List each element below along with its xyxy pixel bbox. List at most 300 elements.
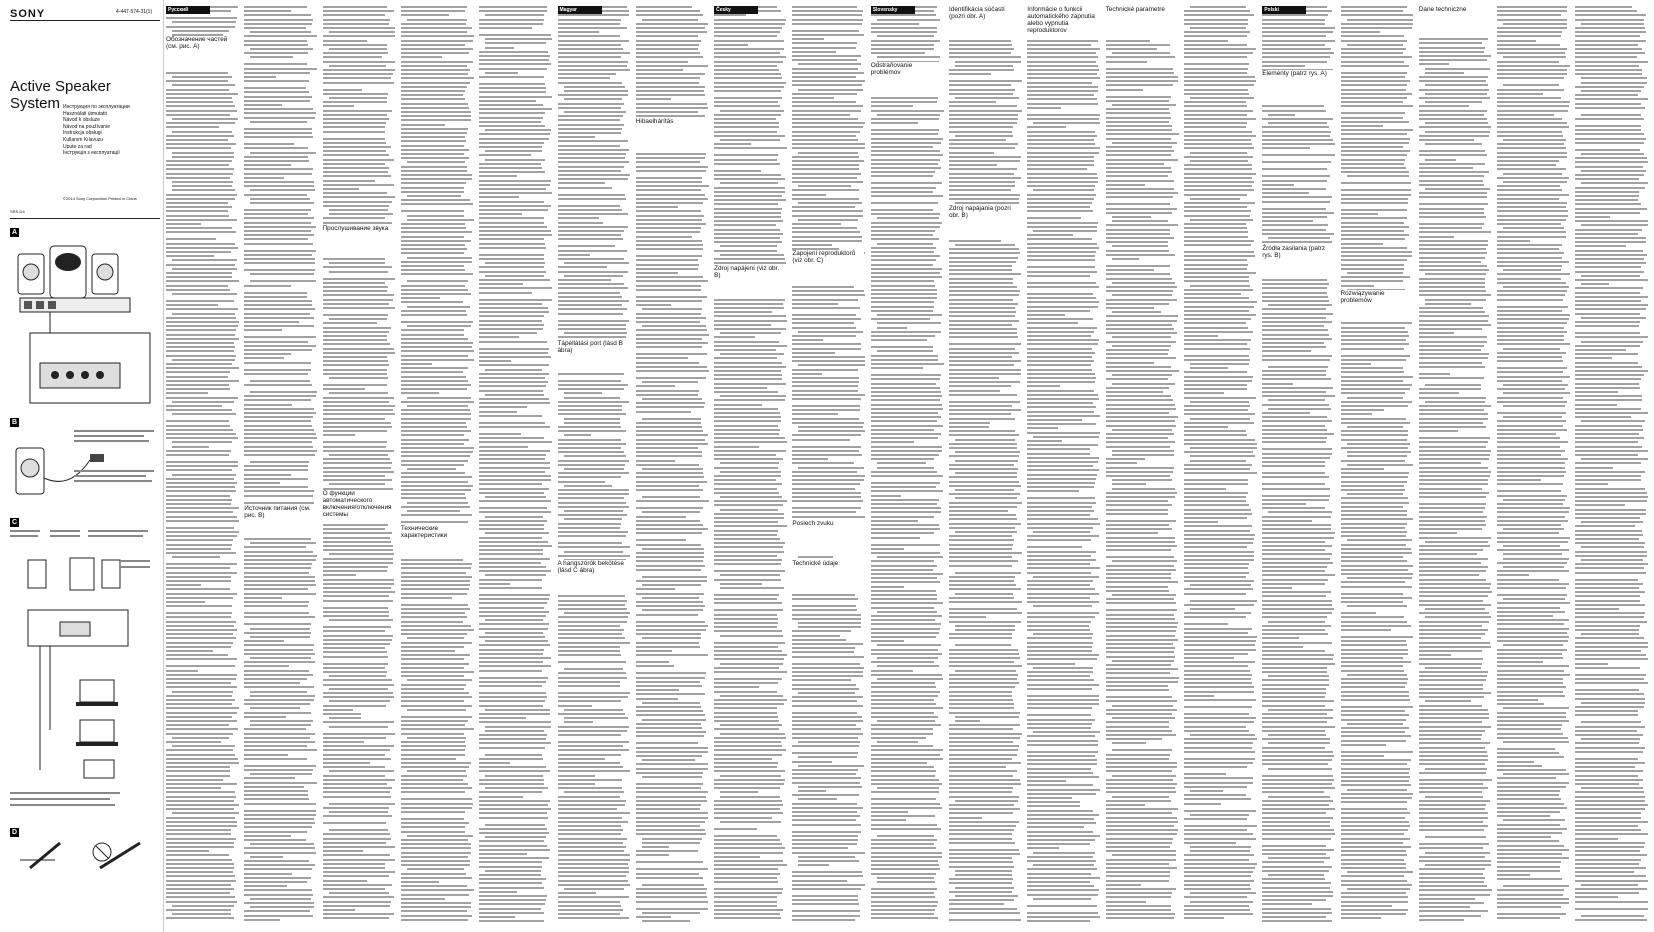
- text-line: [401, 128, 468, 130]
- text-line: [1497, 114, 1554, 116]
- text-line: [636, 219, 702, 221]
- text-line: [485, 870, 541, 872]
- text-line: [1106, 626, 1177, 628]
- text-line: [172, 812, 239, 814]
- text-line: [1341, 740, 1406, 742]
- text-line: [401, 334, 464, 336]
- text-line: [1106, 299, 1178, 301]
- text-line: [1262, 804, 1329, 806]
- text-line: [1262, 833, 1334, 835]
- text-line: [714, 538, 780, 540]
- text-line: [244, 576, 315, 578]
- text-line: [871, 391, 941, 393]
- text-line: [1575, 14, 1645, 16]
- text-line: [1106, 700, 1178, 702]
- text-line: [166, 850, 209, 852]
- section-heading: Źródła zasilania (patrz rys. B): [1262, 245, 1334, 259]
- text-line: [244, 733, 315, 735]
- text-line: [166, 783, 237, 785]
- text-line: [479, 271, 546, 273]
- text-line: [401, 791, 466, 793]
- text-line: [244, 238, 307, 240]
- text-line: [871, 532, 935, 534]
- text-line: [1575, 579, 1637, 581]
- text-line: [558, 600, 627, 602]
- text-line: [244, 313, 310, 315]
- text-line: [1341, 343, 1410, 345]
- text-line: [1341, 629, 1391, 631]
- text-line: [1106, 188, 1174, 190]
- text-line: [871, 716, 939, 718]
- text-line: [1575, 616, 1643, 618]
- text-line: [1497, 824, 1560, 826]
- text-line: [1419, 902, 1484, 904]
- speaker-diagram-a: [10, 238, 160, 413]
- text-line: [564, 791, 624, 793]
- text-line: [636, 443, 708, 445]
- text-line: [1262, 495, 1330, 497]
- text-line: [1341, 101, 1403, 103]
- text-line: [479, 332, 536, 334]
- text-line: [485, 730, 544, 732]
- text-line: [401, 847, 471, 849]
- text-line: [1425, 768, 1487, 770]
- text-line: [1190, 901, 1253, 903]
- text-line: [564, 434, 591, 436]
- text-line: [1497, 737, 1568, 739]
- text-line: [720, 587, 784, 589]
- text-line: [714, 783, 783, 785]
- text-line: [636, 430, 703, 432]
- text-line: [244, 325, 313, 327]
- text-line: [871, 122, 919, 124]
- text-line: [1575, 817, 1641, 819]
- text-line: [871, 159, 941, 161]
- text-line: [1184, 306, 1254, 308]
- text-line: [1262, 574, 1334, 576]
- text-line: [949, 678, 1017, 680]
- text-line: [792, 147, 864, 149]
- text-line: [1106, 758, 1169, 760]
- text-line: [558, 812, 631, 814]
- text-line: [1112, 854, 1177, 856]
- text-line: [323, 822, 387, 824]
- text-line: [1106, 212, 1173, 214]
- text-line: [798, 89, 863, 91]
- text-line: [558, 217, 600, 219]
- text-line: [1112, 594, 1177, 596]
- text-line: [401, 654, 470, 656]
- text-line: [1262, 224, 1327, 226]
- text-line: [1575, 129, 1641, 131]
- text-line: [1341, 657, 1403, 659]
- text-line: [1419, 42, 1482, 44]
- text-line: [166, 779, 223, 781]
- text-line: [244, 847, 315, 849]
- text-line: [1262, 726, 1334, 728]
- text-line: [1497, 665, 1569, 667]
- text-line: [714, 542, 785, 544]
- text-line: [1262, 849, 1334, 851]
- text-line: [871, 602, 943, 604]
- text-line: [166, 469, 232, 471]
- text-line: [1341, 817, 1405, 819]
- text-line: [401, 684, 467, 686]
- text-line: [714, 602, 781, 604]
- text-line: [329, 262, 385, 264]
- text-line: [636, 177, 703, 179]
- text-line: [479, 307, 548, 309]
- text-line: [1575, 875, 1646, 877]
- text-line: [1027, 297, 1095, 299]
- text-line: [1106, 458, 1146, 460]
- text-line: [401, 203, 474, 205]
- text-line: [792, 728, 860, 730]
- text-line: [1497, 495, 1567, 497]
- text-line: [1184, 384, 1247, 386]
- text-line: [1419, 759, 1488, 761]
- text-line: [792, 471, 857, 473]
- text-line: [1419, 566, 1488, 568]
- text-line: [244, 803, 316, 805]
- text-line: [244, 482, 279, 484]
- text-line: [558, 754, 621, 756]
- text-line: [949, 657, 1020, 659]
- text-line: [564, 111, 626, 113]
- text-line: [479, 341, 547, 343]
- text-line: [1419, 709, 1489, 711]
- text-line: [323, 405, 396, 407]
- text-line: [1497, 189, 1562, 191]
- text-line: [714, 48, 784, 50]
- text-line: [714, 847, 785, 849]
- text-line: [1575, 621, 1647, 623]
- text-line: [244, 555, 317, 557]
- text-line: [1184, 259, 1247, 261]
- text-line: [244, 446, 312, 448]
- text-line: [1262, 329, 1328, 331]
- text-line: [871, 52, 925, 54]
- text-line: [1575, 646, 1648, 648]
- text-line: [636, 90, 704, 92]
- text-line: [479, 138, 549, 140]
- text-line: [1575, 429, 1643, 431]
- text-line: [479, 287, 552, 289]
- text-line: [1184, 223, 1246, 225]
- text-line: [1027, 776, 1098, 778]
- text-line: [401, 852, 471, 854]
- text-line: [1106, 420, 1175, 422]
- text-line: [714, 917, 781, 919]
- text-line: [949, 754, 1017, 756]
- text-line: [1262, 216, 1327, 218]
- text-line: [1106, 622, 1178, 624]
- text-line: [1575, 812, 1641, 814]
- text-line: [244, 741, 315, 743]
- text-line: [1581, 521, 1642, 523]
- text-line: [1184, 674, 1253, 676]
- text-line: [401, 153, 464, 155]
- text-line: [1262, 483, 1325, 485]
- text-line: [1497, 678, 1563, 680]
- text-line: [1184, 215, 1250, 217]
- text-line: [1419, 595, 1489, 597]
- text-line: [1027, 759, 1097, 761]
- text-line: [798, 202, 862, 204]
- text-line: [714, 315, 786, 317]
- text-line: [323, 290, 387, 292]
- text-line: [1262, 44, 1325, 46]
- text-line: [1184, 76, 1255, 78]
- text-line: [714, 804, 783, 806]
- text-line: [1575, 271, 1643, 273]
- text-line: [1027, 139, 1093, 141]
- text-line: [871, 306, 934, 308]
- text-line: [1262, 717, 1333, 719]
- text-line: [401, 149, 469, 151]
- text-line: [949, 139, 1006, 141]
- text-line: [166, 164, 229, 166]
- text-line: [1425, 700, 1471, 702]
- text-line: [479, 912, 544, 914]
- text-line: [792, 369, 857, 371]
- text-line: [714, 909, 783, 911]
- text-line: [166, 650, 213, 652]
- text-line: [401, 807, 472, 809]
- text-line: [244, 35, 316, 37]
- text-line: [949, 588, 1021, 590]
- text-line: [1106, 577, 1172, 579]
- text-line: [244, 437, 317, 439]
- text-line: [1575, 730, 1637, 732]
- text-line: [479, 180, 551, 182]
- text-line: [871, 828, 942, 830]
- text-line: [401, 27, 472, 29]
- text-line: [1419, 868, 1485, 870]
- text-line: [244, 777, 295, 779]
- text-line: [1184, 496, 1246, 498]
- text-line: [1341, 481, 1408, 483]
- text-line: [323, 467, 391, 469]
- text-line: [323, 171, 389, 173]
- text-line: [1184, 327, 1248, 329]
- text-line: [949, 686, 1015, 688]
- text-line: [479, 644, 550, 646]
- text-line: [871, 280, 935, 282]
- text-line: [244, 665, 289, 667]
- brand-logo: SONY: [10, 8, 46, 20]
- text-line: [1184, 371, 1247, 373]
- text-line: [1419, 910, 1489, 912]
- text-line: [1027, 703, 1098, 705]
- text-line: [564, 397, 620, 399]
- text-line: [1497, 640, 1568, 642]
- text-line: [792, 507, 860, 509]
- text-line: [1503, 553, 1562, 555]
- text-line: [1497, 152, 1567, 154]
- text-line: [714, 646, 778, 648]
- text-line: [1184, 293, 1241, 295]
- text-line: [949, 426, 989, 428]
- text-line: [1027, 601, 1099, 603]
- text-line: [329, 688, 389, 690]
- text-line: [714, 399, 785, 401]
- text-line: [401, 310, 466, 312]
- text-line: [250, 657, 311, 659]
- text-line: [479, 742, 551, 744]
- text-line: [871, 23, 920, 25]
- text-line: [1497, 210, 1568, 212]
- text-line: [714, 52, 780, 54]
- text-line: [871, 471, 938, 473]
- text-line: [401, 692, 469, 694]
- text-line: [1419, 231, 1491, 233]
- text-line: [636, 69, 683, 71]
- text-line: [714, 579, 781, 581]
- text-line: [558, 44, 622, 46]
- text-line: [1419, 167, 1473, 169]
- text-line: [1575, 425, 1642, 427]
- text-line: [479, 492, 544, 494]
- text-line: [1262, 370, 1326, 372]
- text-line: [1497, 31, 1562, 33]
- text-line: [1106, 513, 1169, 515]
- text-line: [479, 762, 509, 764]
- language-section-label: Slovensky: [871, 6, 915, 14]
- text-line: [323, 222, 393, 224]
- text-line: [1497, 446, 1560, 448]
- text-line: [1027, 912, 1098, 914]
- text-line: [1341, 699, 1411, 701]
- text-line: [636, 896, 707, 898]
- text-line: [1581, 458, 1648, 460]
- text-line: [949, 390, 1000, 392]
- text-line: [792, 488, 854, 490]
- text-line: [1419, 549, 1483, 551]
- text-line: [871, 301, 934, 303]
- text-line: [1262, 887, 1329, 889]
- text-line: [949, 695, 1012, 697]
- text-line: [485, 574, 546, 576]
- text-line: [1027, 763, 1096, 765]
- text-line: [720, 110, 784, 112]
- text-line: [1106, 408, 1177, 410]
- text-line: [1106, 685, 1169, 687]
- text-line: [1419, 409, 1484, 411]
- text-line: [1106, 265, 1170, 267]
- text-line: [1184, 747, 1253, 749]
- text-line: [1497, 299, 1563, 301]
- text-line: [1575, 867, 1646, 869]
- text-line: [1419, 520, 1485, 522]
- text-line: [558, 124, 624, 126]
- text-line: [479, 553, 543, 555]
- text-line: [1106, 875, 1171, 877]
- text-line: [1575, 292, 1640, 294]
- text-line: [792, 871, 862, 873]
- text-line: [1106, 909, 1171, 911]
- text-line: [244, 572, 309, 574]
- text-line: [871, 803, 940, 805]
- text-line: [1184, 276, 1249, 278]
- text-line: [1184, 657, 1234, 659]
- text-line: [479, 458, 545, 460]
- text-line: [401, 40, 473, 42]
- text-line: [1106, 362, 1154, 364]
- text-line: [1184, 164, 1253, 166]
- text-line: [1262, 591, 1330, 593]
- text-line: [244, 919, 279, 921]
- text-line: [323, 884, 393, 886]
- text-line: [401, 604, 468, 606]
- text-line: [1581, 721, 1641, 723]
- text-line: [1497, 194, 1568, 196]
- text-line: [1497, 367, 1566, 369]
- text-line: [1497, 93, 1543, 95]
- text-line: [1027, 818, 1094, 820]
- text-line: [1341, 105, 1414, 107]
- text-line: [1027, 415, 1100, 417]
- text-line: [1575, 287, 1642, 289]
- text-line: [1190, 846, 1251, 848]
- text-line: [955, 497, 1017, 499]
- text-line: [1106, 892, 1173, 894]
- text-line: [1027, 894, 1098, 896]
- text-line: [558, 489, 630, 491]
- text-line: [1419, 265, 1488, 267]
- text-line: [1503, 384, 1568, 386]
- text-line: [1184, 717, 1256, 719]
- text-line: [1112, 560, 1177, 562]
- text-line: [714, 716, 778, 718]
- text-line: [949, 468, 1018, 470]
- text-line: [401, 10, 465, 12]
- text-line: [479, 411, 517, 413]
- text-line: [558, 279, 611, 281]
- text-line: [250, 380, 309, 382]
- text-line: [1262, 175, 1330, 177]
- text-line: [949, 691, 1012, 693]
- text-line: [1027, 860, 1095, 862]
- text-line: [714, 530, 778, 532]
- text-line: [792, 434, 861, 436]
- text-line: [1027, 364, 1091, 366]
- text-line: [323, 266, 393, 268]
- section-heading: Technické údaje: [792, 560, 864, 567]
- text-line: [642, 398, 702, 400]
- text-line: [871, 573, 943, 575]
- text-line: [1575, 258, 1644, 260]
- text-line: [1112, 104, 1177, 106]
- text-line: [636, 48, 699, 50]
- text-line: [949, 812, 1013, 814]
- text-line: [401, 338, 468, 340]
- text-line: [1112, 488, 1175, 490]
- text-line: [871, 429, 934, 431]
- text-line: [1575, 629, 1638, 631]
- text-line: [166, 482, 237, 484]
- text-line: [558, 629, 624, 631]
- text-line: [323, 422, 392, 424]
- text-line: [479, 292, 531, 294]
- text-line: [792, 794, 859, 796]
- text-line: [1027, 143, 1094, 145]
- text-line: [1027, 768, 1091, 770]
- text-line: [1341, 714, 1410, 716]
- text-line: [1184, 181, 1254, 183]
- text-line: [714, 122, 779, 124]
- text-line: [1184, 72, 1247, 74]
